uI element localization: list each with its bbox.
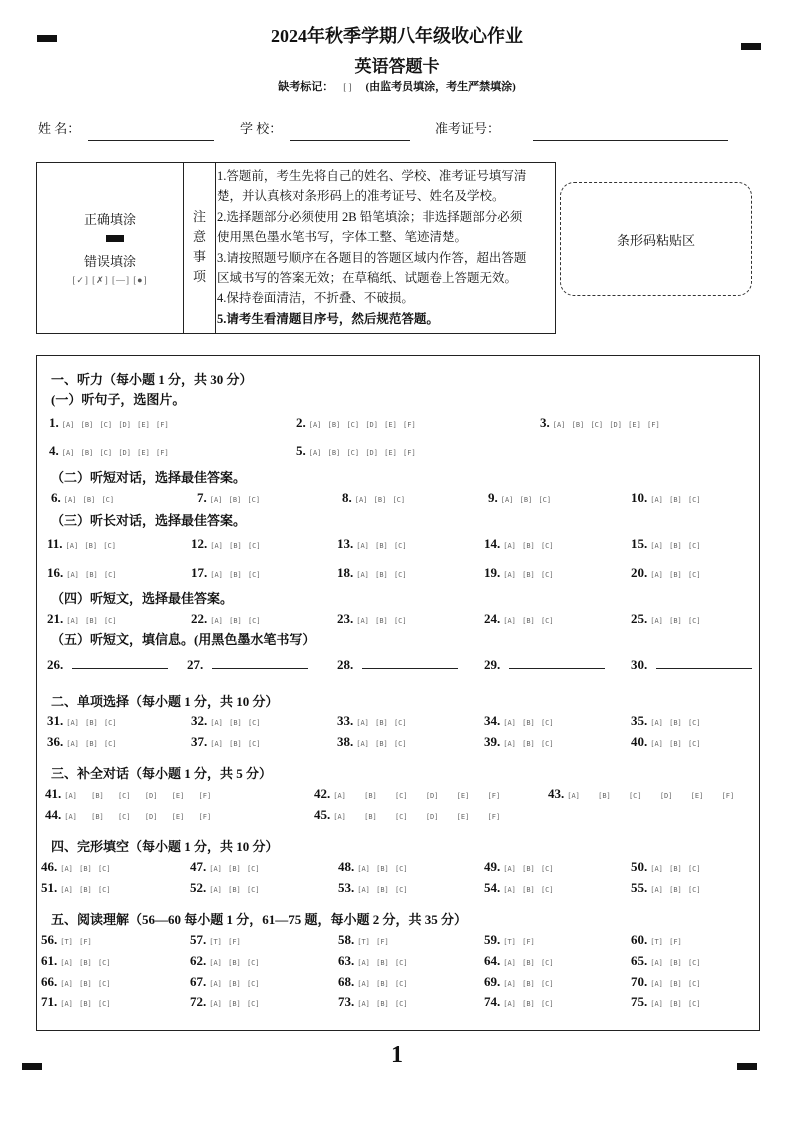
notice-line: 区域书写的答案无效；在草稿纸、试题卷上答题无效。 — [217, 271, 518, 286]
answer-options[interactable]: [A] [B] [C] — [209, 865, 260, 873]
question-row[interactable] — [197, 489, 260, 507]
answer-options[interactable]: [A] [B] [C] — [650, 496, 701, 504]
question-number: 18. — [337, 565, 354, 580]
correct-fill-sample — [106, 235, 124, 242]
answer-options[interactable]: [A] [B] [C] — [650, 959, 701, 967]
section-title: 一、听力（每小题 1 分，共 30 分） — [51, 372, 253, 387]
answer-options[interactable]: [A] [B] [C] — [209, 496, 261, 504]
question-number: 60. — [631, 932, 648, 947]
question-number: 44. — [45, 807, 62, 822]
answer-options[interactable]: [A] [B] [C] — [209, 886, 260, 894]
question-number: 40. — [631, 734, 648, 749]
question-row[interactable] — [41, 879, 111, 897]
question-number: 32. — [191, 713, 208, 728]
answer-options[interactable]: [A] [B] [C] [D] [E] [F] — [64, 792, 212, 800]
notice-line: 楚，并认真核对条形码上的准考证号、姓名及学校。 — [217, 189, 505, 204]
exam-no-field[interactable] — [533, 140, 728, 141]
notice-line: 3.请按照题号顺序在各题目的答题区域内作答，超出答题 — [217, 250, 527, 265]
answer-options[interactable]: [A] [B] [C] — [503, 959, 554, 967]
question-row[interactable] — [41, 858, 111, 876]
question-row[interactable] — [47, 564, 117, 582]
question-number: 30. — [631, 657, 648, 672]
notice-heading-1: 注 — [192, 209, 206, 224]
question-number: 26. — [47, 657, 64, 672]
question-number: 3. — [540, 415, 550, 430]
answer-options[interactable]: [A] [B] [C] — [357, 980, 408, 988]
notice-heading-4: 项 — [192, 269, 206, 284]
question-row[interactable] — [314, 785, 500, 803]
answer-options[interactable]: [A] [B] [C] — [503, 542, 554, 550]
question-number: 2. — [296, 415, 306, 430]
question-number: 29. — [484, 657, 501, 672]
question-number: 58. — [338, 932, 355, 947]
question-row[interactable] — [484, 712, 554, 730]
section-title: 五、阅读理解（56—60 每小题 1 分，61—75 题，每小题 2 分，共 35 分） — [51, 912, 468, 927]
question-number: 36. — [47, 734, 64, 749]
question-number: 68. — [338, 974, 355, 989]
question-number: 74. — [484, 994, 501, 1009]
answer-options[interactable]: [T] [F] — [650, 938, 682, 946]
answer-options[interactable]: [A] [B] [C] — [650, 740, 701, 748]
answer-options[interactable]: [A] [B] [C] [D] [E] [F] — [333, 792, 501, 800]
answer-options[interactable]: [A] [B] [C] — [354, 496, 406, 504]
answer-options[interactable]: [A] [B] [C] — [650, 571, 701, 579]
question-number: 75. — [631, 994, 648, 1009]
answer-options[interactable]: [A] [B] [C] — [356, 542, 407, 550]
answer-options[interactable]: [A] [B] [C] — [650, 617, 701, 625]
answer-options[interactable]: [A] [B] [C] — [356, 571, 407, 579]
question-number: 4. — [49, 443, 59, 458]
question-number: 66. — [41, 974, 58, 989]
question-number: 63. — [338, 953, 355, 968]
question-row[interactable] — [190, 858, 260, 876]
question-row[interactable] — [338, 993, 408, 1011]
question-number: 73. — [338, 994, 355, 1009]
question-number: 11. — [47, 536, 63, 551]
question-row[interactable] — [338, 952, 408, 970]
question-row[interactable] — [190, 931, 241, 949]
answer-options[interactable]: [A] [B] [C] — [63, 496, 115, 504]
question-number: 72. — [190, 994, 207, 1009]
question-row[interactable] — [484, 564, 554, 582]
answer-options[interactable]: [A] [B] [C] — [650, 980, 701, 988]
question-number: 15. — [631, 536, 648, 551]
answer-options[interactable]: [A] [B] [C] — [503, 865, 554, 873]
question-row[interactable] — [548, 785, 734, 803]
question-row[interactable] — [45, 785, 211, 803]
question-row[interactable] — [631, 610, 701, 628]
question-row[interactable] — [338, 931, 389, 949]
section-title: 二、单项选择（每小题 1 分，共 10 分） — [51, 694, 279, 709]
answer-options[interactable]: [A] [B] [C] — [210, 719, 261, 727]
answer-options[interactable]: [A] [B] [C] — [60, 1000, 111, 1008]
answer-options[interactable]: [A] [B] [C] — [60, 959, 111, 967]
question-row[interactable] — [484, 535, 554, 553]
question-row[interactable] — [342, 489, 405, 507]
exam-no-label: 准考证号： — [435, 121, 501, 136]
school-field[interactable] — [290, 140, 410, 141]
question-row[interactable] — [338, 973, 408, 991]
absent-label: 缺考标记： — [278, 81, 334, 93]
question-number: 17. — [191, 565, 208, 580]
school-label: 学 校： — [240, 121, 283, 136]
question-row[interactable] — [41, 952, 111, 970]
question-row[interactable] — [484, 931, 535, 949]
answer-options[interactable]: [A] [B] [C] — [66, 719, 117, 727]
question-row[interactable] — [45, 806, 211, 824]
answer-options[interactable]: [A] [B] [C] — [60, 980, 111, 988]
question-number: 47. — [190, 859, 207, 874]
question-number: 59. — [484, 932, 501, 947]
answer-options[interactable]: [A] [B] [C] — [210, 740, 261, 748]
answer-options[interactable]: [A] [B] [C] — [356, 617, 407, 625]
question-number: 48. — [338, 859, 355, 874]
answer-options[interactable]: [A] [B] [C] — [60, 865, 111, 873]
question-number: 55. — [631, 880, 648, 895]
notice-heading-3: 事 — [192, 249, 206, 264]
question-number: 34. — [484, 713, 501, 728]
absent-mark-row — [0, 78, 794, 94]
question-number: 7. — [197, 490, 207, 505]
answer-options[interactable]: [T] [F] — [209, 938, 241, 946]
section-title: 四、完形填空（每小题 1 分，共 10 分） — [51, 839, 279, 854]
question-row[interactable] — [190, 973, 260, 991]
question-row[interactable] — [190, 879, 260, 897]
question-number: 25. — [631, 611, 648, 626]
question-number: 64. — [484, 953, 501, 968]
question-row[interactable] — [337, 712, 407, 730]
answer-blank[interactable] — [362, 656, 458, 669]
question-row[interactable] — [631, 858, 701, 876]
question-row[interactable] — [484, 879, 554, 897]
question-number: 24. — [484, 611, 501, 626]
question-number: 43. — [548, 786, 565, 801]
question-row[interactable] — [337, 610, 407, 628]
question-number: 35. — [631, 713, 648, 728]
answer-options[interactable]: [A] [B] [C] [D] [E] [F] — [61, 421, 169, 429]
question-number: 12. — [191, 536, 208, 551]
answer-options[interactable]: [A] [B] [C] — [650, 886, 701, 894]
question-row[interactable] — [631, 712, 701, 730]
answer-options[interactable]: [A] [B] [C] [D] [E] [F] — [61, 449, 169, 457]
question-number: 65. — [631, 953, 648, 968]
question-row[interactable] — [41, 973, 111, 991]
question-row[interactable] — [191, 535, 261, 553]
question-number: 52. — [190, 880, 207, 895]
answer-options[interactable]: [A] [B] [C] — [503, 740, 554, 748]
wrong-fill-label: 错误填涂 — [83, 254, 136, 269]
question-row[interactable] — [47, 610, 117, 628]
question-number: 9. — [488, 490, 498, 505]
question-number: 54. — [484, 880, 501, 895]
question-number: 6. — [51, 490, 61, 505]
question-row[interactable] — [488, 489, 551, 507]
question-row[interactable] — [338, 858, 408, 876]
correct-fill-label: 正确填涂 — [83, 212, 136, 227]
answer-options[interactable]: [A] [B] [C] [D] [E] [F] — [552, 421, 660, 429]
answer-options[interactable]: [A] [B] [C] — [503, 980, 554, 988]
question-number: 8. — [342, 490, 352, 505]
question-number: 67. — [190, 974, 207, 989]
question-number: 21. — [47, 611, 64, 626]
question-row[interactable] — [484, 858, 554, 876]
answer-options[interactable]: [A] [B] [C] [D] [E] [F] — [64, 813, 212, 821]
answer-options[interactable]: [A] [B] [C] — [650, 542, 701, 550]
answer-options[interactable]: [T] [F] — [503, 938, 535, 946]
question-row[interactable] — [296, 414, 416, 432]
subsection-title: （五）听短文，填信息。(用黑色墨水笔书写） — [51, 632, 316, 647]
answer-options[interactable]: [A] [B] [C] — [60, 886, 111, 894]
answer-options[interactable]: [A] [B] [C] [D] [E] [F] — [308, 449, 416, 457]
notice-heading-2: 意 — [192, 229, 206, 244]
answer-blank[interactable] — [509, 656, 605, 669]
question-number: 45. — [314, 807, 331, 822]
answer-options[interactable]: [A] [B] [C] — [503, 886, 554, 894]
name-field[interactable] — [88, 140, 214, 141]
question-row[interactable] — [41, 993, 111, 1011]
question-number: 56. — [41, 932, 58, 947]
absent-checkbox[interactable]: [ ] — [343, 82, 352, 92]
answer-options[interactable]: [A] [B] [C] — [210, 617, 261, 625]
absent-note: (由监考员填涂，考生严禁填涂) — [365, 81, 516, 93]
instructions-box — [36, 162, 556, 334]
question-row[interactable] — [296, 442, 416, 460]
question-row[interactable] — [190, 952, 260, 970]
wrong-fill-samples: [✓] [✗] [—] [●] — [72, 275, 148, 285]
question-number: 14. — [484, 536, 501, 551]
question-number: 46. — [41, 859, 58, 874]
question-number: 23. — [337, 611, 354, 626]
question-number: 53. — [338, 880, 355, 895]
question-number: 5. — [296, 443, 306, 458]
fill-question[interactable] — [631, 656, 752, 674]
answer-blank[interactable] — [656, 656, 752, 669]
question-number: 39. — [484, 734, 501, 749]
question-number: 38. — [337, 734, 354, 749]
question-number: 16. — [47, 565, 64, 580]
notice-line: 4.保持卷面清洁，不折叠、不破损。 — [217, 291, 414, 306]
fill-question[interactable] — [47, 656, 168, 674]
barcode-label: 条形码粘贴区 — [616, 232, 695, 248]
question-row[interactable] — [49, 414, 169, 432]
question-number: 20. — [631, 565, 648, 580]
answer-options[interactable]: [A] [B] [C] — [356, 740, 407, 748]
question-row[interactable] — [51, 489, 114, 507]
question-number: 41. — [45, 786, 62, 801]
question-row[interactable] — [484, 952, 554, 970]
page-subtitle: 英语答题卡 — [354, 57, 440, 76]
question-number: 22. — [191, 611, 208, 626]
question-number: 1. — [49, 415, 59, 430]
question-row[interactable] — [47, 733, 117, 751]
question-row[interactable] — [631, 973, 701, 991]
subsection-title: (一）听句子，选图片。 — [51, 392, 186, 407]
question-row[interactable] — [484, 973, 554, 991]
answer-options[interactable]: [A] [B] [C] — [503, 719, 554, 727]
notice-line: 5.请考生看清题目序号，然后规范答题。 — [217, 311, 439, 326]
answer-options[interactable]: [A] [B] [C] — [65, 542, 116, 550]
question-row[interactable] — [191, 610, 261, 628]
question-number: 19. — [484, 565, 501, 580]
answer-options[interactable]: [A] [B] [C] — [357, 886, 408, 894]
question-number: 57. — [190, 932, 207, 947]
answer-options[interactable]: [A] [B] [C] — [503, 1000, 554, 1008]
question-number: 70. — [631, 974, 648, 989]
question-row[interactable] — [484, 733, 554, 751]
question-number: 71. — [41, 994, 58, 1009]
question-number: 27. — [187, 657, 204, 672]
answer-options[interactable]: [A] [B] [C] — [357, 959, 408, 967]
question-row[interactable] — [631, 564, 701, 582]
answer-area — [36, 355, 760, 1031]
answer-options[interactable]: [A] [B] [C] [D] [E] [F] — [333, 813, 501, 821]
question-row[interactable] — [631, 993, 701, 1011]
question-number: 69. — [484, 974, 501, 989]
question-row[interactable] — [47, 712, 117, 730]
answer-options[interactable]: [A] [B] [C] — [357, 865, 408, 873]
answer-options[interactable]: [A] [B] [C] — [500, 496, 552, 504]
question-number: 50. — [631, 859, 648, 874]
question-number: 61. — [41, 953, 58, 968]
notice-line: 使用黑色墨水笔书写，字体工整、笔迹清楚。 — [217, 230, 468, 245]
answer-options[interactable]: [A] [B] [C] — [66, 571, 117, 579]
question-row[interactable] — [191, 564, 261, 582]
question-row[interactable] — [190, 993, 260, 1011]
question-row[interactable] — [631, 489, 701, 507]
page-title: 2024年秋季学期八年级收心作业 — [271, 26, 523, 46]
question-row[interactable] — [338, 879, 408, 897]
answer-options[interactable]: [A] [B] [C] — [66, 740, 117, 748]
answer-options[interactable]: [A] [B] [C] [D] [E] [F] — [567, 792, 735, 800]
answer-options[interactable]: [A] [B] [C] — [357, 1000, 408, 1008]
question-row[interactable] — [314, 806, 500, 824]
answer-options[interactable]: [A] [B] [C] — [503, 571, 554, 579]
question-row[interactable] — [47, 535, 116, 553]
question-row[interactable] — [337, 564, 407, 582]
notice-line: 1.答题前，考生先将自己的姓名、学校、准考证号填写清 — [217, 169, 527, 183]
question-row[interactable] — [631, 535, 701, 553]
question-number: 62. — [190, 953, 207, 968]
question-number: 37. — [191, 734, 208, 749]
question-row[interactable] — [337, 733, 407, 751]
question-row[interactable] — [484, 993, 554, 1011]
question-row[interactable] — [49, 442, 169, 460]
fill-question[interactable] — [337, 656, 458, 674]
answer-options[interactable]: [A] [B] [C] — [210, 542, 261, 550]
answer-options[interactable]: [A] [B] [C] — [210, 571, 261, 579]
name-label: 姓 名： — [38, 121, 81, 136]
question-row[interactable] — [540, 414, 660, 432]
question-number: 51. — [41, 880, 58, 895]
question-row[interactable] — [631, 733, 701, 751]
answer-options[interactable]: [A] [B] [C] — [650, 1000, 701, 1008]
question-number: 13. — [337, 536, 354, 551]
page-number: 1 — [391, 1042, 403, 1068]
subsection-title: （四）听短文，选择最佳答案。 — [51, 591, 234, 606]
answer-options[interactable]: [A] [B] [C] — [650, 865, 701, 873]
subsection-title: （三）听长对话，选择最佳答案。 — [51, 513, 247, 528]
question-row[interactable] — [631, 879, 701, 897]
question-row[interactable] — [631, 952, 701, 970]
answer-options[interactable]: [A] [B] [C] — [66, 617, 117, 625]
answer-blank[interactable] — [212, 656, 308, 669]
question-number: 28. — [337, 657, 354, 672]
notice-line: 2.选择题部分必须使用 2B 铅笔填涂；非选择题部分必须 — [217, 209, 523, 224]
question-row[interactable] — [631, 931, 682, 949]
question-number: 33. — [337, 713, 354, 728]
answer-options[interactable]: [A] [B] [C] — [356, 719, 407, 727]
barcode-area — [560, 182, 752, 296]
question-number: 10. — [631, 490, 648, 505]
question-number: 42. — [314, 786, 331, 801]
question-row[interactable] — [484, 610, 554, 628]
fill-question[interactable] — [484, 656, 605, 674]
answer-blank[interactable] — [72, 656, 168, 669]
question-row[interactable] — [191, 712, 261, 730]
subsection-title: （二）听短对话，选择最佳答案。 — [51, 470, 247, 485]
answer-options[interactable]: [T] [F] — [357, 938, 389, 946]
answer-options[interactable]: [A] [B] [C] — [650, 719, 701, 727]
question-row[interactable] — [337, 535, 407, 553]
question-row[interactable] — [41, 931, 92, 949]
answer-options[interactable]: [A] [B] [C] — [503, 617, 554, 625]
answer-options[interactable]: [A] [B] [C] — [209, 980, 260, 988]
answer-options[interactable]: [A] [B] [C] [D] [E] [F] — [308, 421, 416, 429]
question-number: 49. — [484, 859, 501, 874]
answer-options[interactable]: [A] [B] [C] — [209, 959, 260, 967]
notice-list — [217, 166, 555, 329]
question-row[interactable] — [191, 733, 261, 751]
answer-options[interactable]: [T] [F] — [60, 938, 92, 946]
answer-options[interactable]: [A] [B] [C] — [209, 1000, 260, 1008]
section-title: 三、补全对话（每小题 1 分，共 5 分） — [51, 766, 273, 781]
fill-question[interactable] — [187, 656, 308, 674]
question-number: 31. — [47, 713, 64, 728]
